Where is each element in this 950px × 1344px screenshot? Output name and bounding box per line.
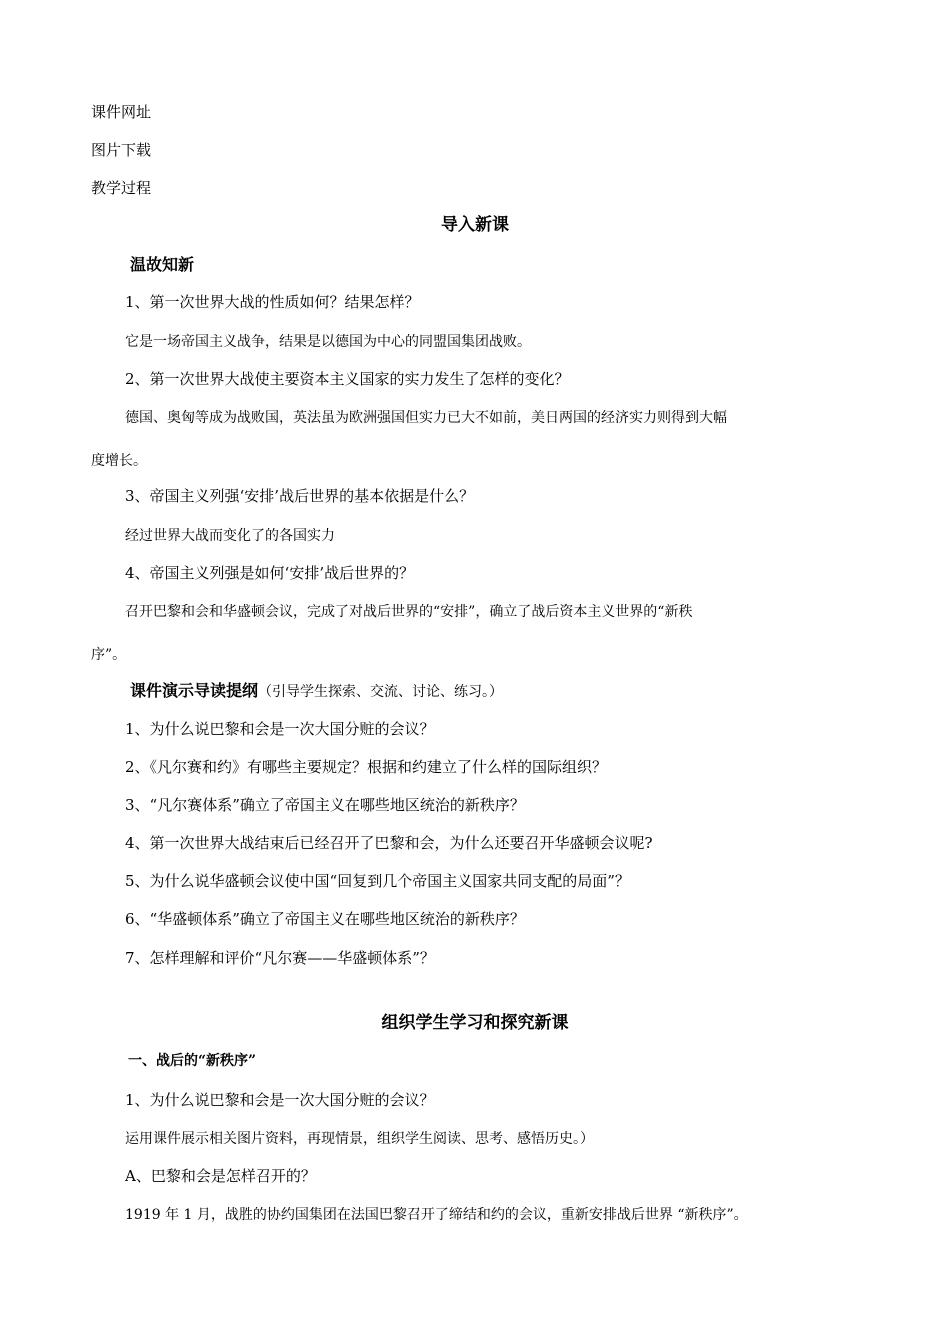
outline-item: 5、为什么说华盛顿会议使中国“回复到几个帝国主义国家共同支配的局面”？ [125, 872, 630, 890]
review-question-4: 4、帝国主义列强是如何‘安排’战后世界的？ [125, 564, 415, 582]
outline-item: 7、怎样理解和评价“凡尔赛——华盛顿体系”？ [125, 949, 435, 967]
outline-item: 6、“华盛顿体系”确立了帝国主义在哪些地区统治的新秩序？ [125, 910, 525, 928]
review-heading: 温故知新 [130, 255, 195, 274]
teaching-process-label: 教学过程 [91, 179, 152, 197]
review-answer-2-line-1: 德国、奥匈等成为战败国，英法虽为欧洲强国但实力已大不如前，美日两国的经济实力则得到大幅 [125, 410, 727, 426]
part1-answer-a: 1919 年 1 月，战胜的协约国集团在法国巴黎召开了缔结和约的会议，重新安排战后世界 “新秩序”。 [125, 1207, 748, 1223]
review-answer-1: 它是一场帝国主义战争，结果是以德国为中心的同盟国集团战败。 [125, 334, 531, 350]
review-question-2: 2、第一次世界大战使主要资本主义国家的实力发生了怎样的变化？ [125, 370, 570, 388]
section-title-new-lesson: 组织学生学习和探究新课 [381, 1013, 569, 1033]
outline-note: （引导学生探索、交流、讨论、练习。） [258, 684, 504, 700]
outline-heading: 课件演示导读提纲 [130, 681, 259, 700]
outline-item: 4、第一次世界大战结束后已经召开了巴黎和会，为什么还要召开华盛顿会议呢? [125, 834, 653, 852]
outline-heading-row [130, 681, 503, 702]
outline-item: 1、为什么说巴黎和会是一次大国分赃的会议？ [125, 720, 435, 738]
outline-item: 2、《凡尔赛和约》有哪些主要规定？根据和约建立了什么样的国际组织？ [125, 758, 608, 776]
review-answer-4-line-2: 序”。 [91, 647, 127, 663]
part1-question-a: A、巴黎和会是怎样召开的？ [125, 1167, 316, 1185]
review-question-3: 3、帝国主义列强‘安排’战后世界的基本依据是什么？ [125, 487, 475, 505]
review-answer-3: 经过世界大战而变化了的各国实力 [125, 528, 335, 544]
courseware-url-link[interactable]: 课件网址 [91, 103, 152, 121]
image-download-link[interactable]: 图片下载 [91, 141, 152, 159]
section-title-intro: 导入新课 [441, 215, 509, 235]
review-answer-2-line-2: 度增长。 [91, 453, 147, 469]
part1-note: 运用课件展示相关图片资料，再现情景，组织学生阅读、思考、感悟历史。） [125, 1131, 594, 1147]
part1-question-1: 1、为什么说巴黎和会是一次大国分赃的会议？ [125, 1091, 435, 1109]
outline-item: 3、“凡尔赛体系”确立了帝国主义在哪些地区统治的新秩序？ [125, 796, 525, 814]
part1-heading: 一、战后的“新秩序” [128, 1053, 257, 1069]
review-answer-4-line-1: 召开巴黎和会和华盛顿会议，完成了对战后世界的“安排”，确立了战后资本主义世界的“新秩 [125, 604, 693, 620]
review-question-1: 1、第一次世界大战的性质如何？结果怎样？ [125, 293, 420, 311]
